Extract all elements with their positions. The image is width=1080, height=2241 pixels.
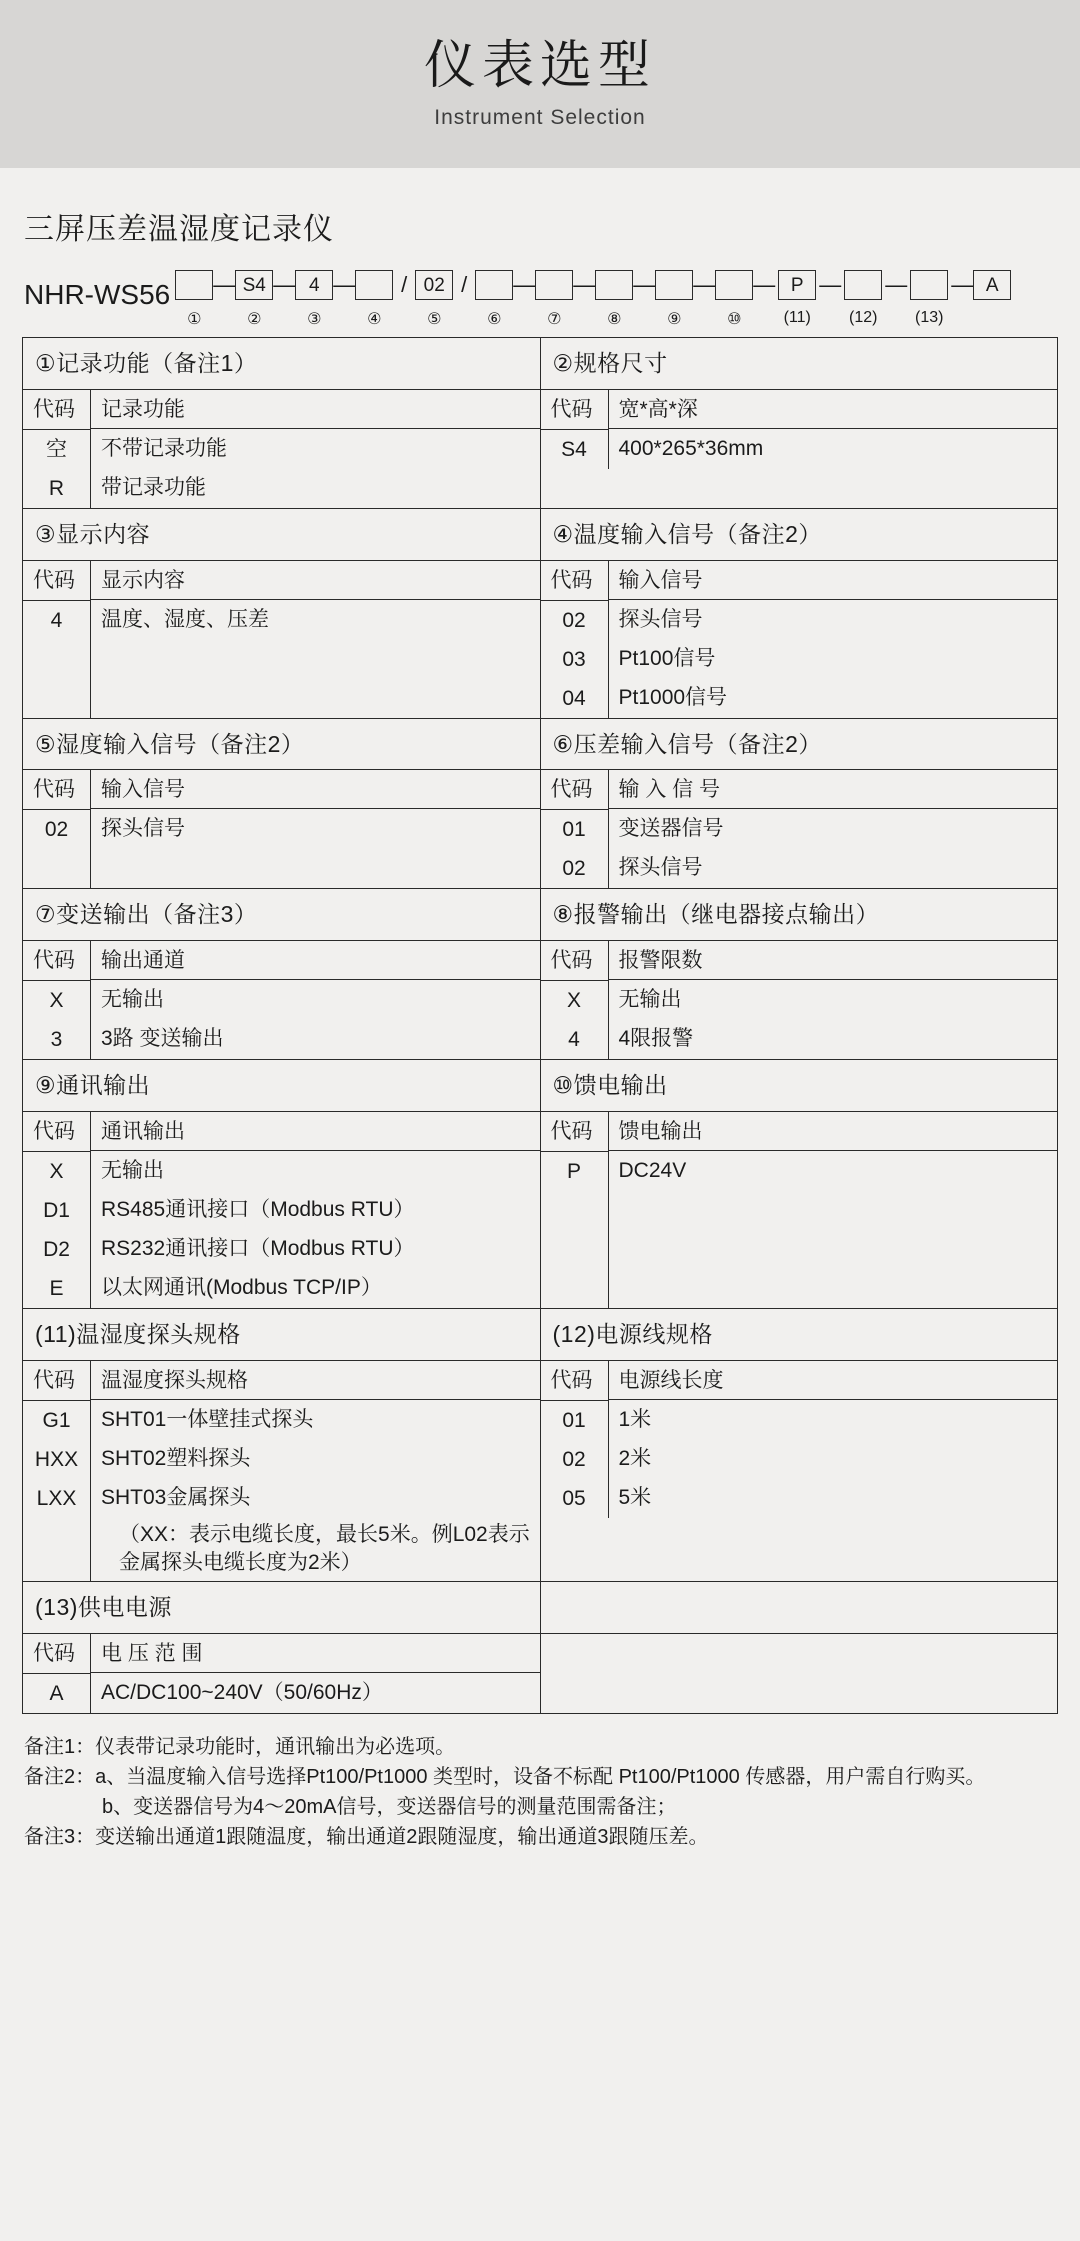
model-segment-1 bbox=[172, 270, 216, 329]
section-body-11 bbox=[23, 1360, 541, 1582]
page-subtitle: Instrument Selection bbox=[434, 105, 646, 129]
model-box-5: 02 bbox=[415, 270, 453, 300]
section-body-4 bbox=[540, 560, 1058, 718]
section-title: ⑧报警输出（继电器接点输出） bbox=[552, 901, 880, 928]
model-sep-char: — bbox=[213, 272, 236, 297]
code-value: 03 bbox=[562, 647, 586, 671]
model-sep-char: — bbox=[513, 272, 536, 297]
section-title-cell-8 bbox=[540, 889, 1058, 941]
code-header: 代码 bbox=[23, 1361, 90, 1401]
table-row bbox=[23, 1360, 1058, 1582]
model-sep-10 bbox=[753, 270, 776, 300]
model-segment-8 bbox=[592, 270, 636, 329]
section-title-cell-1 bbox=[23, 338, 541, 390]
model-segment-9 bbox=[652, 270, 696, 329]
model-index-13: (13) bbox=[915, 309, 944, 326]
table-row bbox=[23, 941, 1058, 1060]
section-body-2 bbox=[540, 389, 1058, 508]
table-row bbox=[23, 889, 1058, 941]
code-value: HXX bbox=[34, 1447, 79, 1471]
section-body-6 bbox=[540, 770, 1058, 889]
code-header: 代码 bbox=[23, 561, 90, 601]
model-box-14: A bbox=[973, 270, 1011, 300]
desc-value: RS485通讯接口（Modbus RTU） bbox=[101, 1197, 415, 1221]
code-header: 代码 bbox=[541, 770, 608, 810]
model-box-4 bbox=[355, 270, 393, 300]
section-title-cell-5 bbox=[23, 718, 541, 770]
section-title: ⑦变送输出（备注3） bbox=[35, 901, 258, 928]
desc-header: 记录功能 bbox=[91, 390, 540, 429]
model-sep-2 bbox=[273, 270, 296, 300]
model-sep-9 bbox=[693, 270, 716, 300]
desc-value: 2米 bbox=[618, 1446, 652, 1470]
product-title: 三屏压差温湿度记录仪 bbox=[24, 213, 334, 246]
desc-value: AC/DC100~240V（50/60Hz） bbox=[101, 1680, 383, 1704]
page-banner bbox=[0, 0, 1080, 168]
model-segment-4 bbox=[352, 270, 396, 329]
section-title-cell-3 bbox=[23, 508, 541, 560]
model-sep-6 bbox=[513, 270, 536, 300]
code-value: E bbox=[49, 1276, 64, 1300]
code-value: G1 bbox=[42, 1408, 71, 1432]
code-value: 02 bbox=[562, 1447, 586, 1471]
code-value: 3 bbox=[50, 1028, 63, 1051]
code-value: 空 bbox=[46, 437, 67, 461]
model-segment-6 bbox=[472, 270, 516, 329]
code-header: 代码 bbox=[23, 770, 90, 810]
table-row bbox=[23, 718, 1058, 770]
desc-value: 无输出 bbox=[618, 988, 682, 1011]
model-index-1: ① bbox=[187, 311, 202, 328]
model-sep-5 bbox=[456, 270, 472, 300]
section-title: (13)供电电源 bbox=[35, 1594, 172, 1621]
code-value: 05 bbox=[562, 1486, 586, 1510]
section-title-cell-7 bbox=[23, 889, 541, 941]
section-title: ④温度输入信号（备注2） bbox=[552, 520, 822, 547]
code-header: 代码 bbox=[541, 390, 608, 430]
desc-header: 通讯输出 bbox=[91, 1112, 540, 1151]
desc-value: Pt100信号 bbox=[618, 646, 716, 670]
desc-value: 5米 bbox=[618, 1485, 652, 1509]
section-title: ⑤湿度输入信号（备注2） bbox=[35, 730, 305, 757]
table-row bbox=[23, 1308, 1058, 1360]
desc-value: Pt1000信号 bbox=[618, 685, 728, 709]
code-value: D2 bbox=[43, 1237, 70, 1261]
desc-value: RS232通讯接口（Modbus RTU） bbox=[101, 1236, 415, 1260]
model-index-3: ③ bbox=[307, 311, 322, 328]
model-sep-char: / bbox=[461, 272, 468, 297]
model-box-2: S4 bbox=[235, 270, 273, 300]
desc-value: 探头信号 bbox=[618, 856, 703, 880]
desc-header: 电 压 范 围 bbox=[91, 1634, 540, 1673]
model-index-4: ④ bbox=[367, 311, 382, 328]
table-row bbox=[23, 508, 1058, 560]
section-body-3 bbox=[23, 560, 541, 718]
section-title-cell-2 bbox=[540, 338, 1058, 390]
model-index-5: ⑤ bbox=[427, 311, 442, 328]
table-row bbox=[23, 1582, 1058, 1634]
desc-value: 变送器信号 bbox=[618, 817, 724, 841]
table-row bbox=[23, 338, 1058, 390]
desc-value: 4限报警 bbox=[618, 1027, 694, 1050]
table-row bbox=[23, 1060, 1058, 1112]
code-value: R bbox=[48, 476, 65, 500]
probe-note: （XX：表示电缆长度，最长5米。例L02表示金属探头电缆长度为2米） bbox=[119, 1522, 530, 1574]
model-segment-10 bbox=[712, 270, 756, 329]
section-title-cell-9 bbox=[23, 1060, 541, 1112]
model-sep-char: — bbox=[573, 272, 596, 297]
model-box-6 bbox=[475, 270, 513, 300]
table-row bbox=[23, 1633, 1058, 1713]
section-body-5 bbox=[23, 770, 541, 889]
section-title-cell-11 bbox=[23, 1308, 541, 1360]
desc-header: 温湿度探头规格 bbox=[91, 1361, 540, 1400]
model-box-8 bbox=[595, 270, 633, 300]
model-box-1 bbox=[175, 270, 213, 300]
section-body-13 bbox=[23, 1633, 541, 1713]
model-sep-char: — bbox=[273, 272, 296, 297]
table-row bbox=[23, 1111, 1058, 1308]
code-value: X bbox=[566, 989, 581, 1012]
model-index-10: ⑩ bbox=[727, 311, 742, 328]
desc-header: 输 入 信 号 bbox=[609, 770, 1058, 809]
model-sep-char: — bbox=[951, 272, 974, 297]
model-box-7 bbox=[535, 270, 573, 300]
section-title-cell-4 bbox=[540, 508, 1058, 560]
section-title: (11)温湿度探头规格 bbox=[35, 1320, 241, 1347]
model-sep-char: — bbox=[885, 272, 908, 297]
code-value: 02 bbox=[562, 857, 586, 881]
table-row bbox=[23, 389, 1058, 508]
section-title: ⑨通讯输出 bbox=[35, 1072, 151, 1098]
model-segment-3 bbox=[292, 270, 336, 329]
model-box-11: P bbox=[778, 270, 816, 300]
section-body-12 bbox=[540, 1360, 1058, 1582]
model-sep-13 bbox=[951, 270, 974, 300]
code-value: S4 bbox=[561, 437, 587, 461]
model-segment-12 bbox=[838, 270, 888, 327]
desc-value: 探头信号 bbox=[101, 817, 185, 841]
spec-table bbox=[22, 337, 1058, 1714]
desc-header: 输入信号 bbox=[609, 561, 1058, 600]
code-header: 代码 bbox=[541, 941, 608, 981]
model-sep-char: — bbox=[333, 272, 356, 297]
model-box-3: 4 bbox=[295, 270, 333, 300]
section-title: (12)电源线规格 bbox=[552, 1320, 713, 1347]
desc-header: 电源线长度 bbox=[609, 1361, 1058, 1400]
section-title: ①记录功能（备注1） bbox=[35, 350, 258, 376]
page-content bbox=[0, 204, 1080, 1852]
model-segment-5 bbox=[412, 270, 456, 329]
code-header: 代码 bbox=[541, 1361, 608, 1401]
desc-value: 以太网通讯(Modbus TCP/IP） bbox=[101, 1275, 382, 1299]
model-sep-char: / bbox=[401, 272, 408, 297]
model-index-11: (11) bbox=[783, 309, 811, 326]
model-index-8: ⑧ bbox=[607, 311, 622, 328]
code-value: D1 bbox=[43, 1198, 70, 1222]
desc-value: SHT03金属探头 bbox=[101, 1485, 251, 1509]
code-value: LXX bbox=[36, 1486, 77, 1510]
code-value: 4 bbox=[50, 608, 63, 632]
desc-header: 报警限数 bbox=[609, 941, 1058, 980]
desc-header: 输出通道 bbox=[91, 941, 540, 980]
model-segment-11 bbox=[772, 270, 822, 327]
section-title: ⑥压差输入信号（备注2） bbox=[552, 730, 822, 757]
model-index-12: (12) bbox=[849, 309, 878, 326]
code-value: X bbox=[49, 1159, 64, 1183]
page-title: 仪表选型 bbox=[423, 37, 656, 96]
model-sep-char: — bbox=[633, 272, 656, 297]
desc-value: 无输出 bbox=[101, 1158, 164, 1182]
note-4: 备注3：变送输出通道1跟随温度，输出通道2跟随湿度，输出通道3跟随压差。 bbox=[24, 1825, 709, 1848]
notes-block bbox=[24, 1732, 1056, 1852]
desc-value: 3路 变送输出 bbox=[101, 1027, 224, 1050]
section-body-1 bbox=[23, 389, 541, 508]
desc-header: 输入信号 bbox=[91, 770, 540, 809]
model-segment-13 bbox=[904, 270, 954, 327]
model-index-9: ⑨ bbox=[667, 311, 682, 328]
model-sep-7 bbox=[573, 270, 596, 300]
table-row bbox=[23, 770, 1058, 889]
model-index-2: ② bbox=[247, 311, 262, 328]
code-value: X bbox=[49, 989, 64, 1012]
section-title-cell-6 bbox=[540, 718, 1058, 770]
section-title: ②规格尺寸 bbox=[552, 350, 668, 376]
code-header: 代码 bbox=[23, 390, 90, 430]
section-body-9 bbox=[23, 1111, 541, 1308]
code-value: 4 bbox=[568, 1028, 580, 1051]
code-value: 01 bbox=[562, 818, 586, 842]
section-body-7 bbox=[23, 941, 541, 1060]
section-body-8 bbox=[540, 941, 1058, 1060]
desc-value: SHT02塑料探头 bbox=[101, 1446, 251, 1470]
model-box-12 bbox=[844, 270, 882, 300]
model-segment-2 bbox=[232, 270, 276, 329]
model-segment-14 bbox=[970, 270, 1014, 309]
model-sep-3 bbox=[333, 270, 356, 300]
desc-header: 馈电输出 bbox=[609, 1112, 1058, 1151]
code-value: A bbox=[49, 1681, 64, 1705]
desc-value: 探头信号 bbox=[618, 607, 703, 631]
desc-header: 宽*高*深 bbox=[609, 390, 1058, 429]
desc-value: 400*265*36mm bbox=[618, 436, 764, 460]
model-sep-4 bbox=[396, 270, 412, 300]
model-sep-8 bbox=[633, 270, 656, 300]
code-value: P bbox=[566, 1159, 581, 1183]
desc-value: 无输出 bbox=[101, 988, 164, 1011]
empty-cell bbox=[540, 1633, 1058, 1713]
note-2: 备注2：a、当温度输入信号选择Pt100/Pt1000 类型时，设备不标配 Pt100/Pt1000 传感器，用户需自行购买。 bbox=[24, 1765, 986, 1788]
code-value: 04 bbox=[562, 686, 586, 710]
section-title-cell-12 bbox=[540, 1308, 1058, 1360]
model-box-13 bbox=[910, 270, 948, 300]
model-sep-char: — bbox=[819, 272, 842, 297]
section-title: ③显示内容 bbox=[35, 520, 151, 547]
desc-value: 带记录功能 bbox=[101, 475, 206, 499]
model-sep-11 bbox=[819, 270, 842, 300]
model-code-row bbox=[24, 270, 1058, 329]
note-3: b、变送器信号为4～20mA信号，变送器信号的测量范围需备注； bbox=[102, 1795, 677, 1818]
table-row bbox=[23, 560, 1058, 718]
section-body-10 bbox=[540, 1111, 1058, 1308]
desc-value: 1米 bbox=[618, 1407, 652, 1431]
code-header: 代码 bbox=[541, 1112, 608, 1152]
model-sep-1 bbox=[213, 270, 236, 300]
empty-cell bbox=[540, 1582, 1058, 1634]
code-header: 代码 bbox=[23, 1634, 90, 1674]
code-header: 代码 bbox=[23, 1112, 90, 1152]
section-title-cell-10 bbox=[540, 1060, 1058, 1112]
code-value: 01 bbox=[562, 1408, 586, 1432]
note-1: 备注1：仪表带记录功能时，通讯输出为必选项。 bbox=[24, 1735, 456, 1758]
model-segment-7 bbox=[532, 270, 576, 329]
desc-value: SHT01一体壁挂式探头 bbox=[101, 1407, 314, 1431]
code-value: 02 bbox=[44, 818, 69, 842]
code-header: 代码 bbox=[541, 561, 608, 601]
desc-value: 温度、湿度、压差 bbox=[101, 607, 269, 631]
model-prefix: NHR-WS56 bbox=[24, 279, 171, 310]
desc-value: 不带记录功能 bbox=[101, 436, 227, 460]
code-header: 代码 bbox=[23, 941, 90, 981]
section-title-cell-13 bbox=[23, 1582, 541, 1634]
model-index-7: ⑦ bbox=[547, 311, 562, 328]
model-box-10 bbox=[715, 270, 753, 300]
code-value: 02 bbox=[562, 608, 586, 632]
model-index-6: ⑥ bbox=[487, 311, 502, 328]
desc-header: 显示内容 bbox=[91, 561, 540, 600]
model-sep-char: — bbox=[753, 272, 776, 297]
model-sep-char: — bbox=[693, 272, 716, 297]
section-title: ⑩馈电输出 bbox=[552, 1072, 668, 1098]
model-sep-12 bbox=[885, 270, 908, 300]
model-box-9 bbox=[655, 270, 693, 300]
desc-value: DC24V bbox=[618, 1158, 687, 1182]
